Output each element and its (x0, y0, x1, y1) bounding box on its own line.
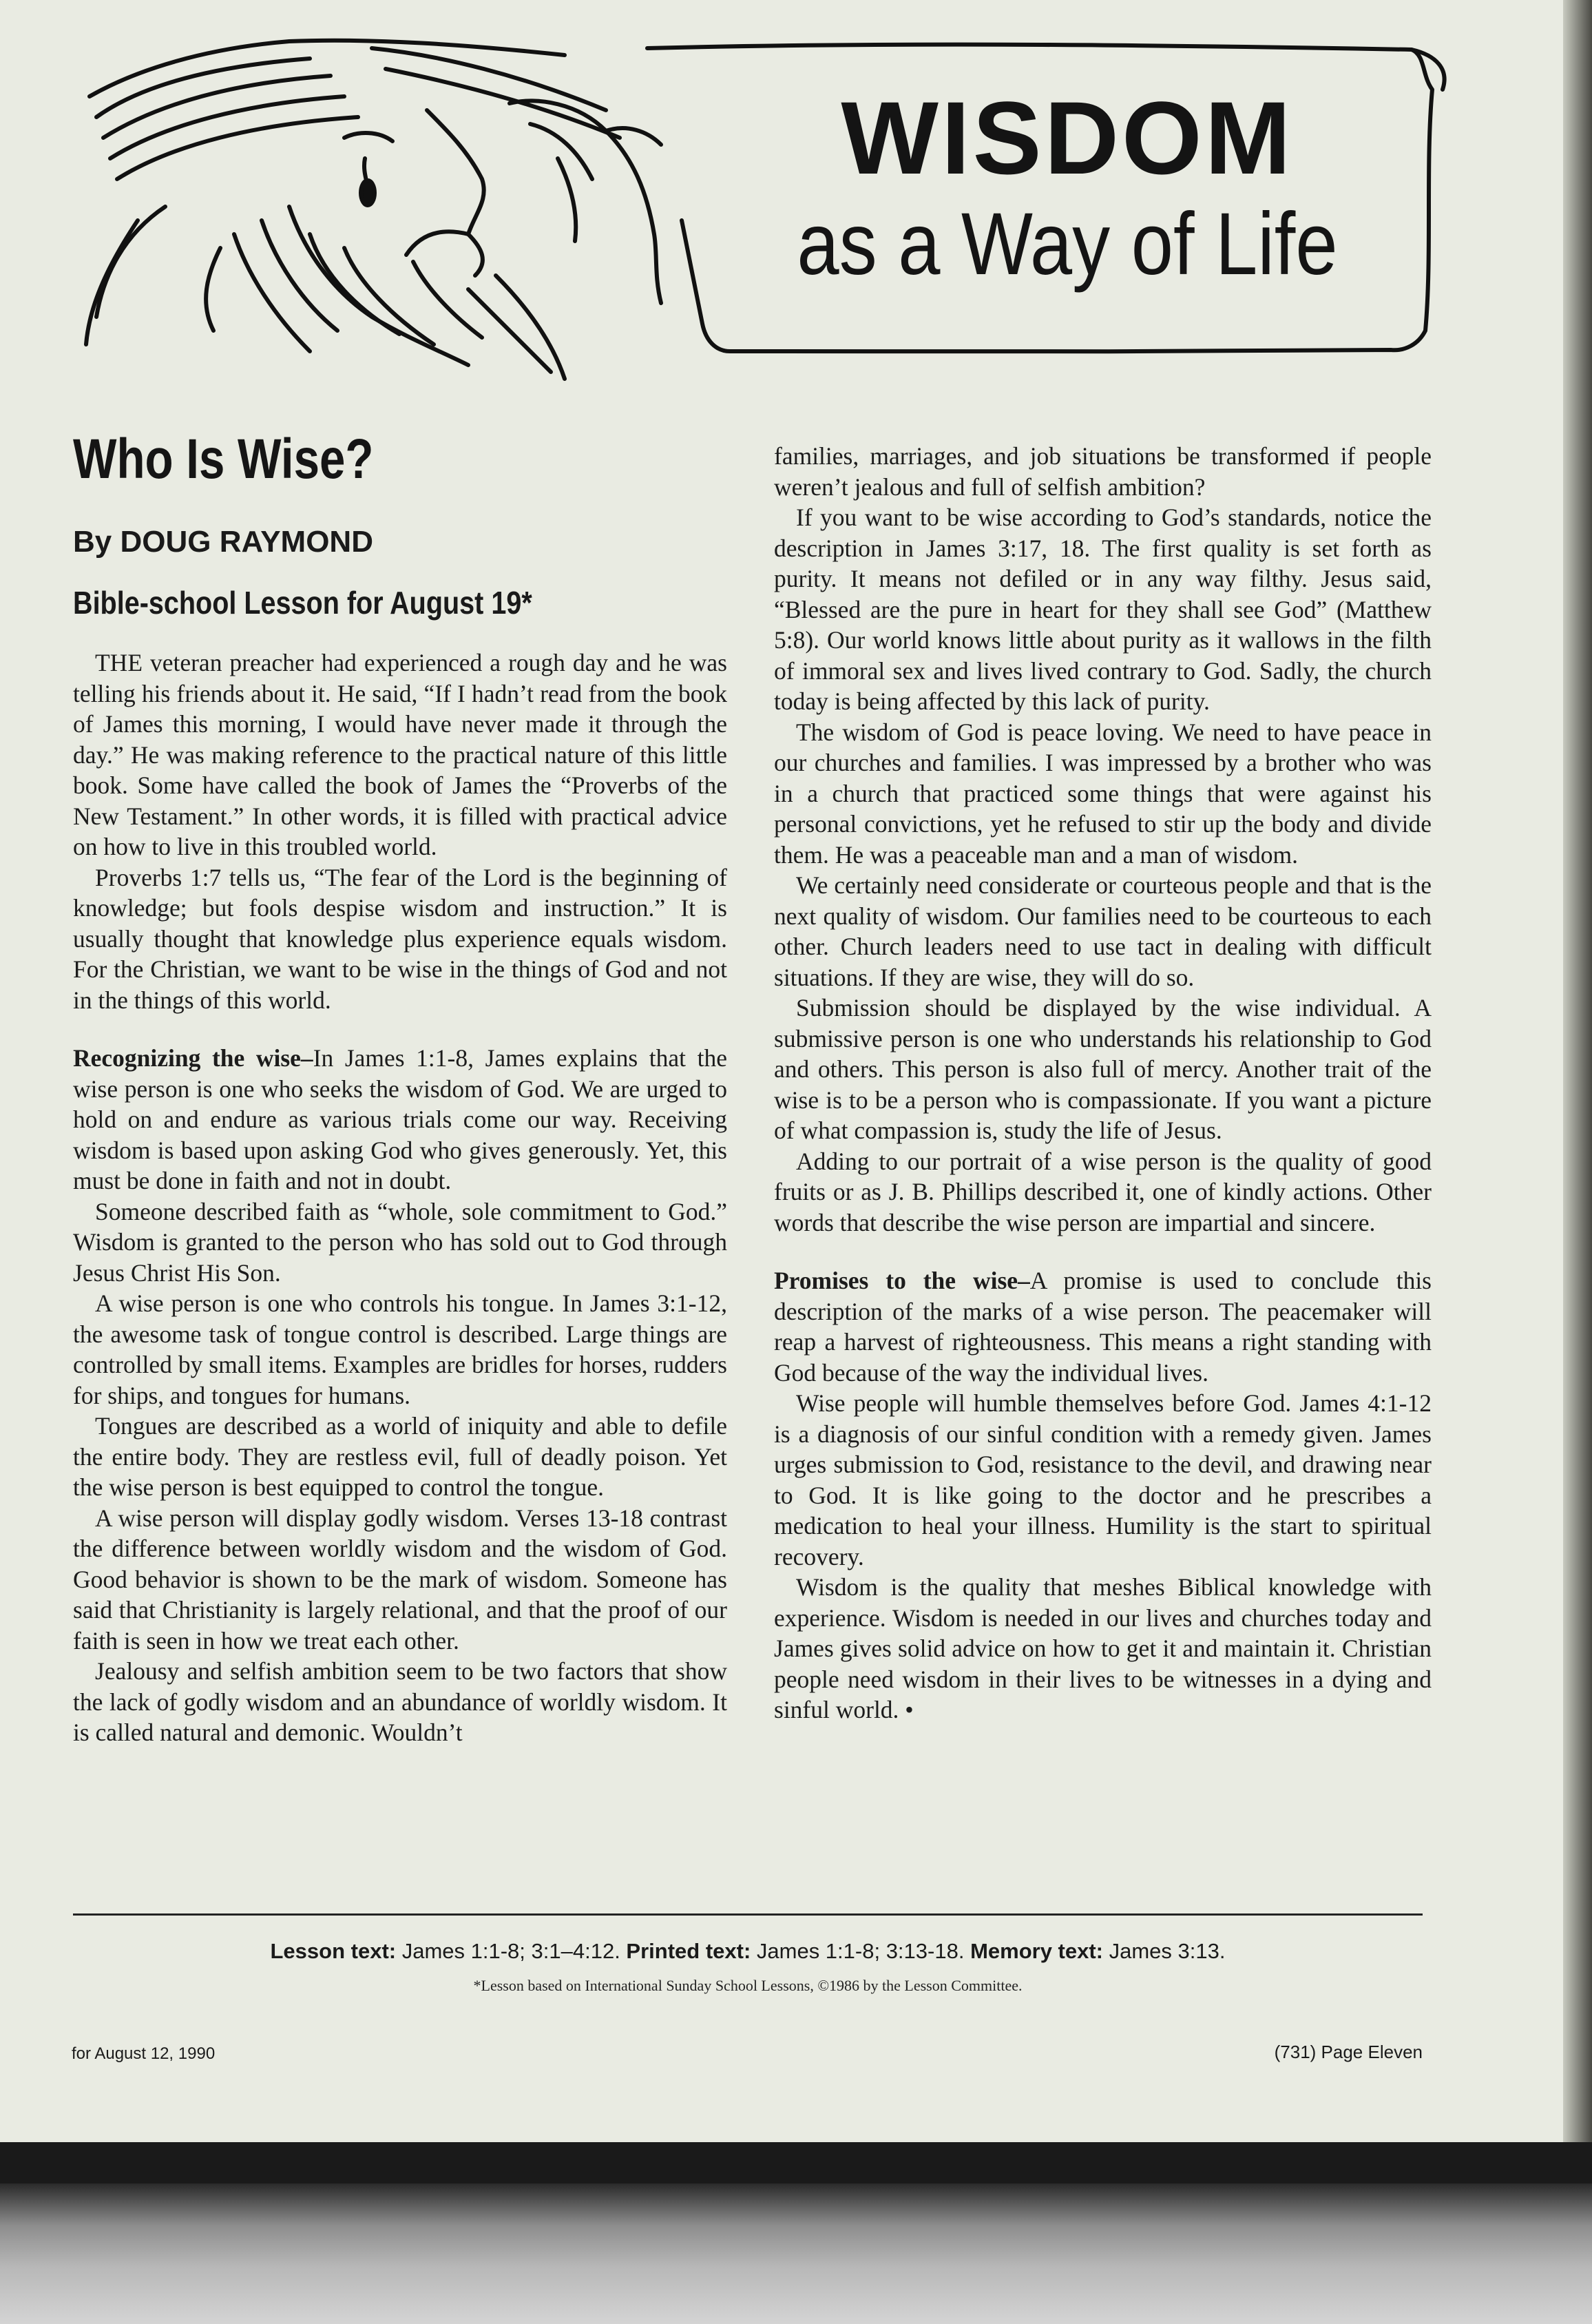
background-fabric (0, 2183, 1592, 2324)
paragraph: Tongues are described as a world of iniquity and able to defile the entire body. They are restless evil, full of deadly poison. Yet the wise person is best equipped to control the tongue. (73, 1412, 727, 1501)
paragraph: A wise person will display godly wisdom. Verses 13-18 contrast the difference between worldly wisdom and the wisdom of God. Good behavior is shown to be the mark of wisdom. Someone has said that Christianity is largely relational, and that the proof of our faith is seen in how we treat each other. (73, 1504, 727, 1654)
paragraph: If you want to be wise according to God’s standards, notice the description in James 3:17, 18. The first quality is set forth as purity. It means not defiled or in any way filthy. Jesus said, “Blessed are the pure in heart for they shall see God” (Matthew 5:8). Our world knows little about purity as it wallows in the filth of immoral sex and lives lived contrary to God. Sadly, the church today is being affected by this lack of purity. (774, 504, 1432, 715)
section-heading-promises: Promises to the wise– (774, 1267, 1030, 1294)
banner-title (723, 80, 1412, 296)
paragraph: Jealousy and selfish ambition seem to be two factors that show the lack of godly wisdom and an abundance of worldly wisdom. It is called natural and demonic. Wouldn’t (73, 1657, 727, 1746)
banner-title-main: WISDOM (841, 80, 1294, 196)
lesson-references: Lesson text: James 1:1-8; 3:1–4:12. Printed text: James 1:1-8; 3:13-18. Memory text: James 3:13. (270, 1939, 1226, 1963)
section-promises-paragraph: Promises to the wise–A promise is used to conclude this description of the marks of a wise person. The peacemaker will reap a harvest of righteousness. This means a right standing with God because of the way the individual lives. (774, 1267, 1432, 1387)
paragraph: Adding to our portrait of a wise person is the quality of good fruits or as J. B. Phillips described it, one of kindly actions. Other words that describe the wise person are impartial and sincere. (774, 1147, 1432, 1236)
issue-date: for August 12, 1990 (72, 2044, 216, 2063)
paragraph: Someone described faith as “whole, sole commitment to God.” Wisdom is granted to the person who has sold out to God through Jesus Christ His Son. (73, 1197, 727, 1287)
footnote: *Lesson based on International Sunday School Lessons, ©1986 by the Lesson Committee. (473, 1977, 1023, 1994)
section-recognizing-paragraph: Recognizing the wise–In James 1:1-8, James explains that the wise person is one who seeks the wisdom of God. We are urged to hold on and endure as various trials come our way. Receiving wisdom is based upon asking God who gives generously. Yet, this must be done in faith and not in doubt. (73, 1044, 727, 1194)
left-column (73, 647, 727, 1748)
page-number: (731) Page Eleven (1274, 2042, 1423, 2062)
paragraph-continued: families, marriages, and job situations be transformed if people weren’t jealous and full of selfish ambition? (774, 442, 1432, 501)
paragraph: Wise people will humble themselves before God. James 4:1-12 is a diagnosis of our sinful condition with a remedy given. James urges submission to God, resistance to the devil, and drawing near to God. It is like going to the doctor and he prescribes a medication to heal your illness. Humility is the start to spiritual recovery. (774, 1389, 1432, 1570)
divider-rule (73, 1913, 1423, 1916)
paragraph: A wise person is one who controls his tongue. In James 3:1-12, the awesome task of tongue control is described. Large things are controlled by small items. Examples are bridles for horses, rudders for ships, and tongues for humans. (73, 1289, 727, 1409)
article-byline: By DOUG RAYMOND (73, 525, 373, 559)
paragraph: THE veteran preacher had experienced a rough day and he was telling his friends about it. He said, “If I hadn’t read from the book of James this morning, I would have never made it through the day.” He was making reference to the practical nature of this little book. Some have called the book of James the “Proverbs of the New Testament.” In other words, it is filled with practical advice on how to live in this troubled world. (73, 649, 727, 860)
section-heading-recognizing: Recognizing the wise– (73, 1044, 313, 1072)
banner-title-sub: as a Way of Life (797, 195, 1338, 293)
page-edge-shadow (1563, 0, 1592, 2142)
paragraph: Wisdom is the quality that meshes Biblical knowledge with experience. Wisdom is needed in our lives and churches today and James gives solid advice on how to get it and maintain it. Christian people need wisdom in their lives to be witnesses in a dying and sinful world. • (774, 1573, 1432, 1723)
article-headline: Who Is Wise? (73, 428, 374, 490)
paragraph: The wisdom of God is peace loving. We need to have peace in our churches and families. I was impressed by a brother who was in a church that practiced some things that were against his personal convictions, yet he refused to stir up the body and divide them. He was a peaceable man and a man of wisdom. (774, 718, 1432, 869)
paragraph: Proverbs 1:7 tells us, “The fear of the Lord is the beginning of knowledge; but fools despise wisdom and instruction.” It is usually thought that knowledge plus experience equals wisdom. For the Christian, we want to be wise in the things of God and not in the things of this world. (73, 863, 727, 1014)
paragraph: Submission should be displayed by the wise individual. A submissive person is one who understands his relationship to God and others. This person is also full of mercy. Another trait of the wise is to be a person who is compassionate. If you want a picture of what compassion is, study the life of Jesus. (774, 994, 1432, 1144)
right-column (774, 441, 1432, 1725)
paragraph: We certainly need considerate or courteous people and that is the next quality of wisdom. Our families need to be courteous to each other. Church leaders need to use tact in dealing with difficult situations. If they are wise, they will do so. (774, 871, 1432, 991)
lesson-subhead: Bible-school Lesson for August 19* (73, 585, 532, 621)
